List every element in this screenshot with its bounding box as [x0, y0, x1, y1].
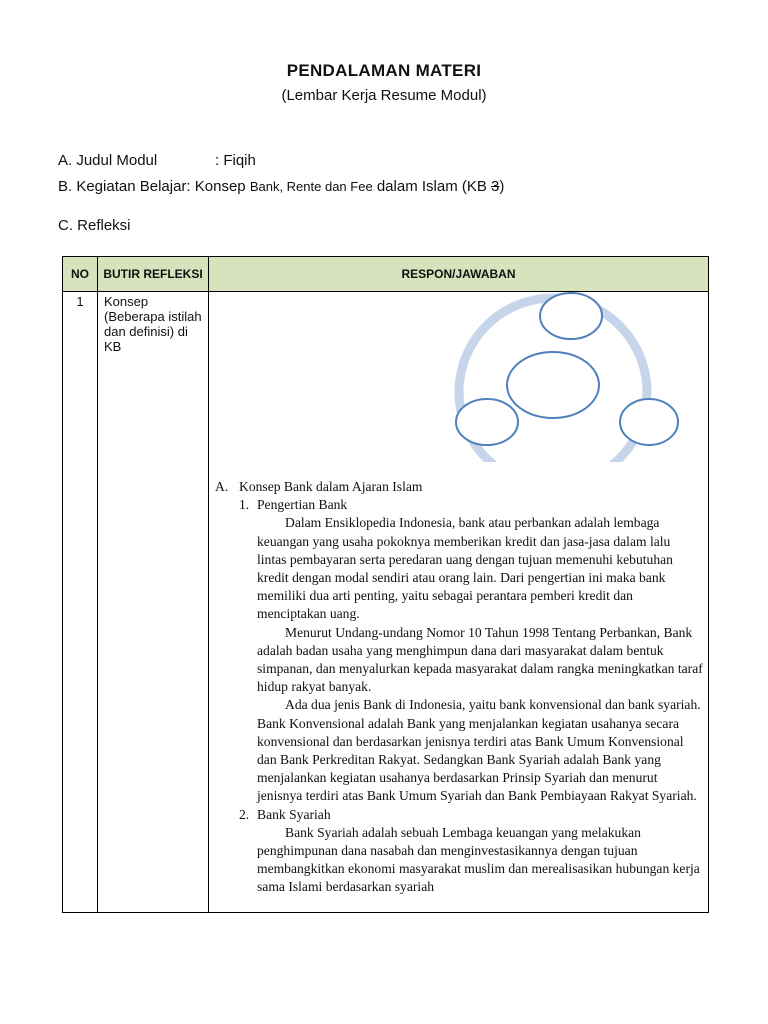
learning-activity-struck-number: 3 — [491, 178, 500, 195]
top-node — [540, 293, 602, 339]
reflection-heading: C. Refleksi — [58, 217, 131, 234]
item-2-title: Bank Syariah — [257, 806, 331, 822]
module-title-value: : Fiqih — [215, 152, 256, 169]
item-1-title: Pengertian Bank — [257, 497, 348, 513]
row-number: 1 — [63, 292, 98, 913]
item-1-marker: 1. — [239, 497, 250, 513]
section-a-title: Konsep Bank dalam Ajaran Islam — [239, 479, 423, 494]
learning-activity-value-4: ) — [499, 178, 505, 195]
learning-activity-value-1: : Konsep — [186, 178, 250, 195]
header-butir-refleksi: BUTIR REFLEKSI — [98, 257, 209, 292]
header-no: NO — [63, 257, 98, 292]
table-row — [63, 292, 709, 913]
item-2-marker: 2. — [239, 806, 250, 822]
learning-activity-value-3: dalam Islam (KB — [372, 178, 492, 195]
table-header-row — [63, 257, 709, 292]
list-item — [213, 496, 703, 514]
row-butir-refleksi: Konsep (Beberapa istilah dan definisi) di KB — [98, 292, 209, 913]
module-title-label: A. Judul Modul — [58, 152, 158, 169]
paragraph: Dalam Ensiklopedia Indonesia, bank atau perbankan adalah lembaga keuangan yang usaha pokoknya memberikan kredit dan jasa-jasa dalam lalu lintas pembayaran serta peredaran uang dengan tujuan memenuhi kebutuhan kredit dengan modal sendiri atau orang lain. Dari pengertian ini maka bank memiliki dua arti penting, yaitu sebagai perantara pemberi kredit dan menciptakan uang. — [257, 515, 673, 622]
learning-activity-label: B. Kegiatan Belajar — [58, 178, 187, 195]
center-node — [507, 352, 599, 418]
learning-activity-value-2: Bank, Rente dan Fee — [249, 179, 373, 194]
paragraph: Bank Syariah adalah sebuah Lembaga keuangan yang melakukan penghimpunan dana nasabah dan menginvestasikannya dengan tujuan membangkitkan ekonomi masyarakat muslim dan merealisasikan hubungan kerja sama Islami berdasarkan syariah — [257, 824, 700, 895]
section-a — [213, 478, 703, 496]
paragraph: Ada dua jenis Bank di Indonesia, yaitu bank konvensional dan bank syariah. Bank Konvensional adalah Bank yang menjalankan kegiatan usahanya secara konvensional dan berdasarkan jenisnya terdiri atas Bank Umum Konvensional dan Bank Perkreditan Rakyat. Sedangkan Bank Syariah adalah Bank yang menjalankan kegiatan usahanya berdasarkan Prinsip Syariah dan menurut jenisnya terdiri atas Bank Umum Syariah dan Bank Pembiayaan Rakyat Syariah. — [257, 697, 701, 804]
right-node — [620, 399, 678, 445]
left-node — [456, 399, 518, 445]
list-item — [213, 806, 703, 824]
learning-activity-row — [58, 178, 504, 195]
module-title-row — [58, 152, 256, 169]
cycle-diagram — [453, 292, 683, 462]
row-respon-cell — [209, 292, 709, 913]
header-respon-jawaban: RESPON/JAWABAN — [209, 257, 709, 292]
response-content — [213, 478, 703, 897]
document-title: PENDALAMAN MATERI — [286, 61, 482, 80]
reflection-table — [62, 256, 709, 913]
document-subtitle: (Lembar Kerja Resume Modul) — [281, 87, 487, 104]
paragraph: Menurut Undang-undang Nomor 10 Tahun 1998 Tentang Perbankan, Bank adalah badan usaha yang menghimpun dana dari masyarakat dalam bentuk simpanan, dan menyalurkan kepada masyarakat dalam rangka meningkatkan taraf hidup rakyat banyak. — [257, 624, 703, 695]
section-a-marker: A. — [215, 479, 229, 494]
